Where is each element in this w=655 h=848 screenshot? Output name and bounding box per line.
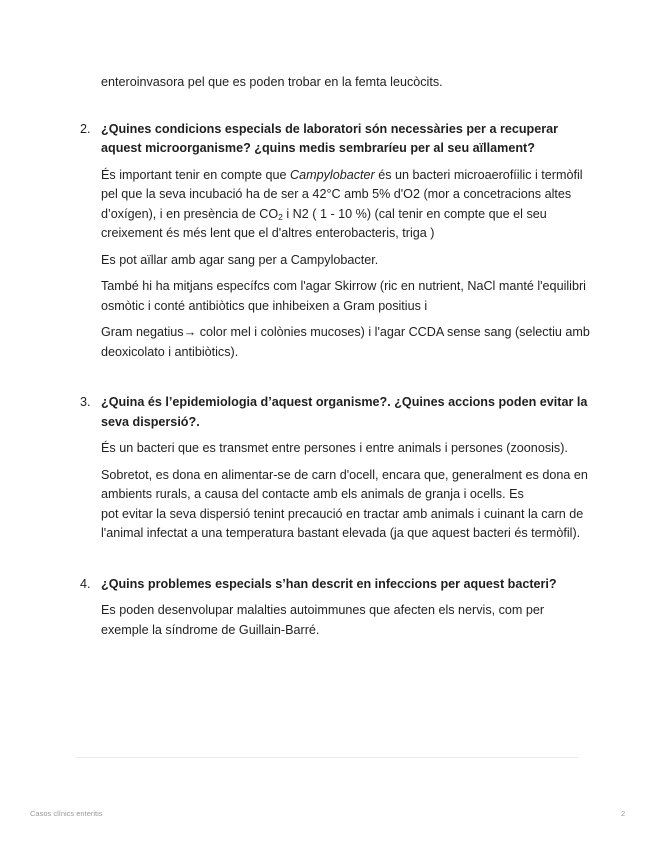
document-body xyxy=(80,73,590,640)
question-2-number: 2. xyxy=(80,121,91,136)
question-3-number: 3. xyxy=(80,395,91,409)
question-4-title xyxy=(80,575,590,595)
question-3-answer-paragraph-1: És un bacteri que es transmet entre persones i entre animals i persones (zoonosis). xyxy=(101,441,568,455)
question-2-title xyxy=(80,120,590,159)
question-3-title xyxy=(80,393,590,432)
footer-divider xyxy=(76,757,579,758)
intro-line: enteroinvasora pel que es poden trobar en la femta leucòcits. xyxy=(101,75,443,89)
question-3-answer-paragraph-2b: pot evitar la seva dispersió tenint precaució en tractar amb animals i cuinant la carn de l'animal infectat a una temperatura bastant elevada (ja que aquest bacteri és termòfil). xyxy=(101,506,584,540)
footer-document-title: Casos clínics enteritis xyxy=(30,809,103,818)
question-4-answer-paragraph-1: Es poden desenvolupar malalties autoimmunes que afecten els nervis, com per exemple la síndrome de Guillain-Barré. xyxy=(101,603,545,637)
answer-text: i N2 ( 1 - 10 %) (cal tenir en compte que el seu creixement és més lent que el d'altres enterobacteris, triga ) xyxy=(101,206,547,240)
subscript: 2 xyxy=(278,211,283,222)
question-3-answer-paragraph-2a: Sobretot, es dona en alimentar-se de carn d'ocell, encara que, generalment es dona en ambients rurals, a causa del contacte amb els animals de granja i ocells. Es xyxy=(101,467,588,501)
question-4-number: 4. xyxy=(80,576,91,591)
question-2-answer-paragraph-4: Gram negatius→ color mel i colònies mucoses) i l'agar CCDA sense sang (selectiu amb deoxicolato i antibiòtics). xyxy=(101,325,590,359)
question-2-answer-paragraph-3: També hi ha mitjans específcs com l'agar Skirrow (ric en nutrient, NaCl manté l'equilibri osmòtic i conté antibiòtics que inhibeixen a Gram positius i xyxy=(101,279,586,313)
answer-text: és un bacteri microaerofíilic i termòfil pel que la seva incubació ha de ser a 42°C amb 5% d'O2 (mor a concetracions altes d’oxígen), i en presència de CO xyxy=(101,167,583,221)
question-3-text: ¿Quina és l’epidemiologia d’aquest organisme?. ¿Quines accions poden evitar la seva dispersió?. xyxy=(101,395,588,429)
answer-text: És important tenir en compte que xyxy=(101,167,291,182)
question-2-text: ¿Quines condicions especials de laboratori són necessàries per a recuperar aquest microorganisme? ¿quins medis sembraríeu per al seu aïllament? xyxy=(101,121,559,155)
question-2-answer-paragraph-2: Es pot aïllar amb agar sang per a Campylobacter. xyxy=(101,252,379,267)
footer-page-number: 2 xyxy=(621,809,626,818)
question-4-text: ¿Quins problemes especials s’han descrit en infeccions per aquest bacteri? xyxy=(101,576,557,591)
question-2-answer-paragraph-1 xyxy=(101,166,590,244)
species-name: Campylobacter xyxy=(290,167,375,182)
